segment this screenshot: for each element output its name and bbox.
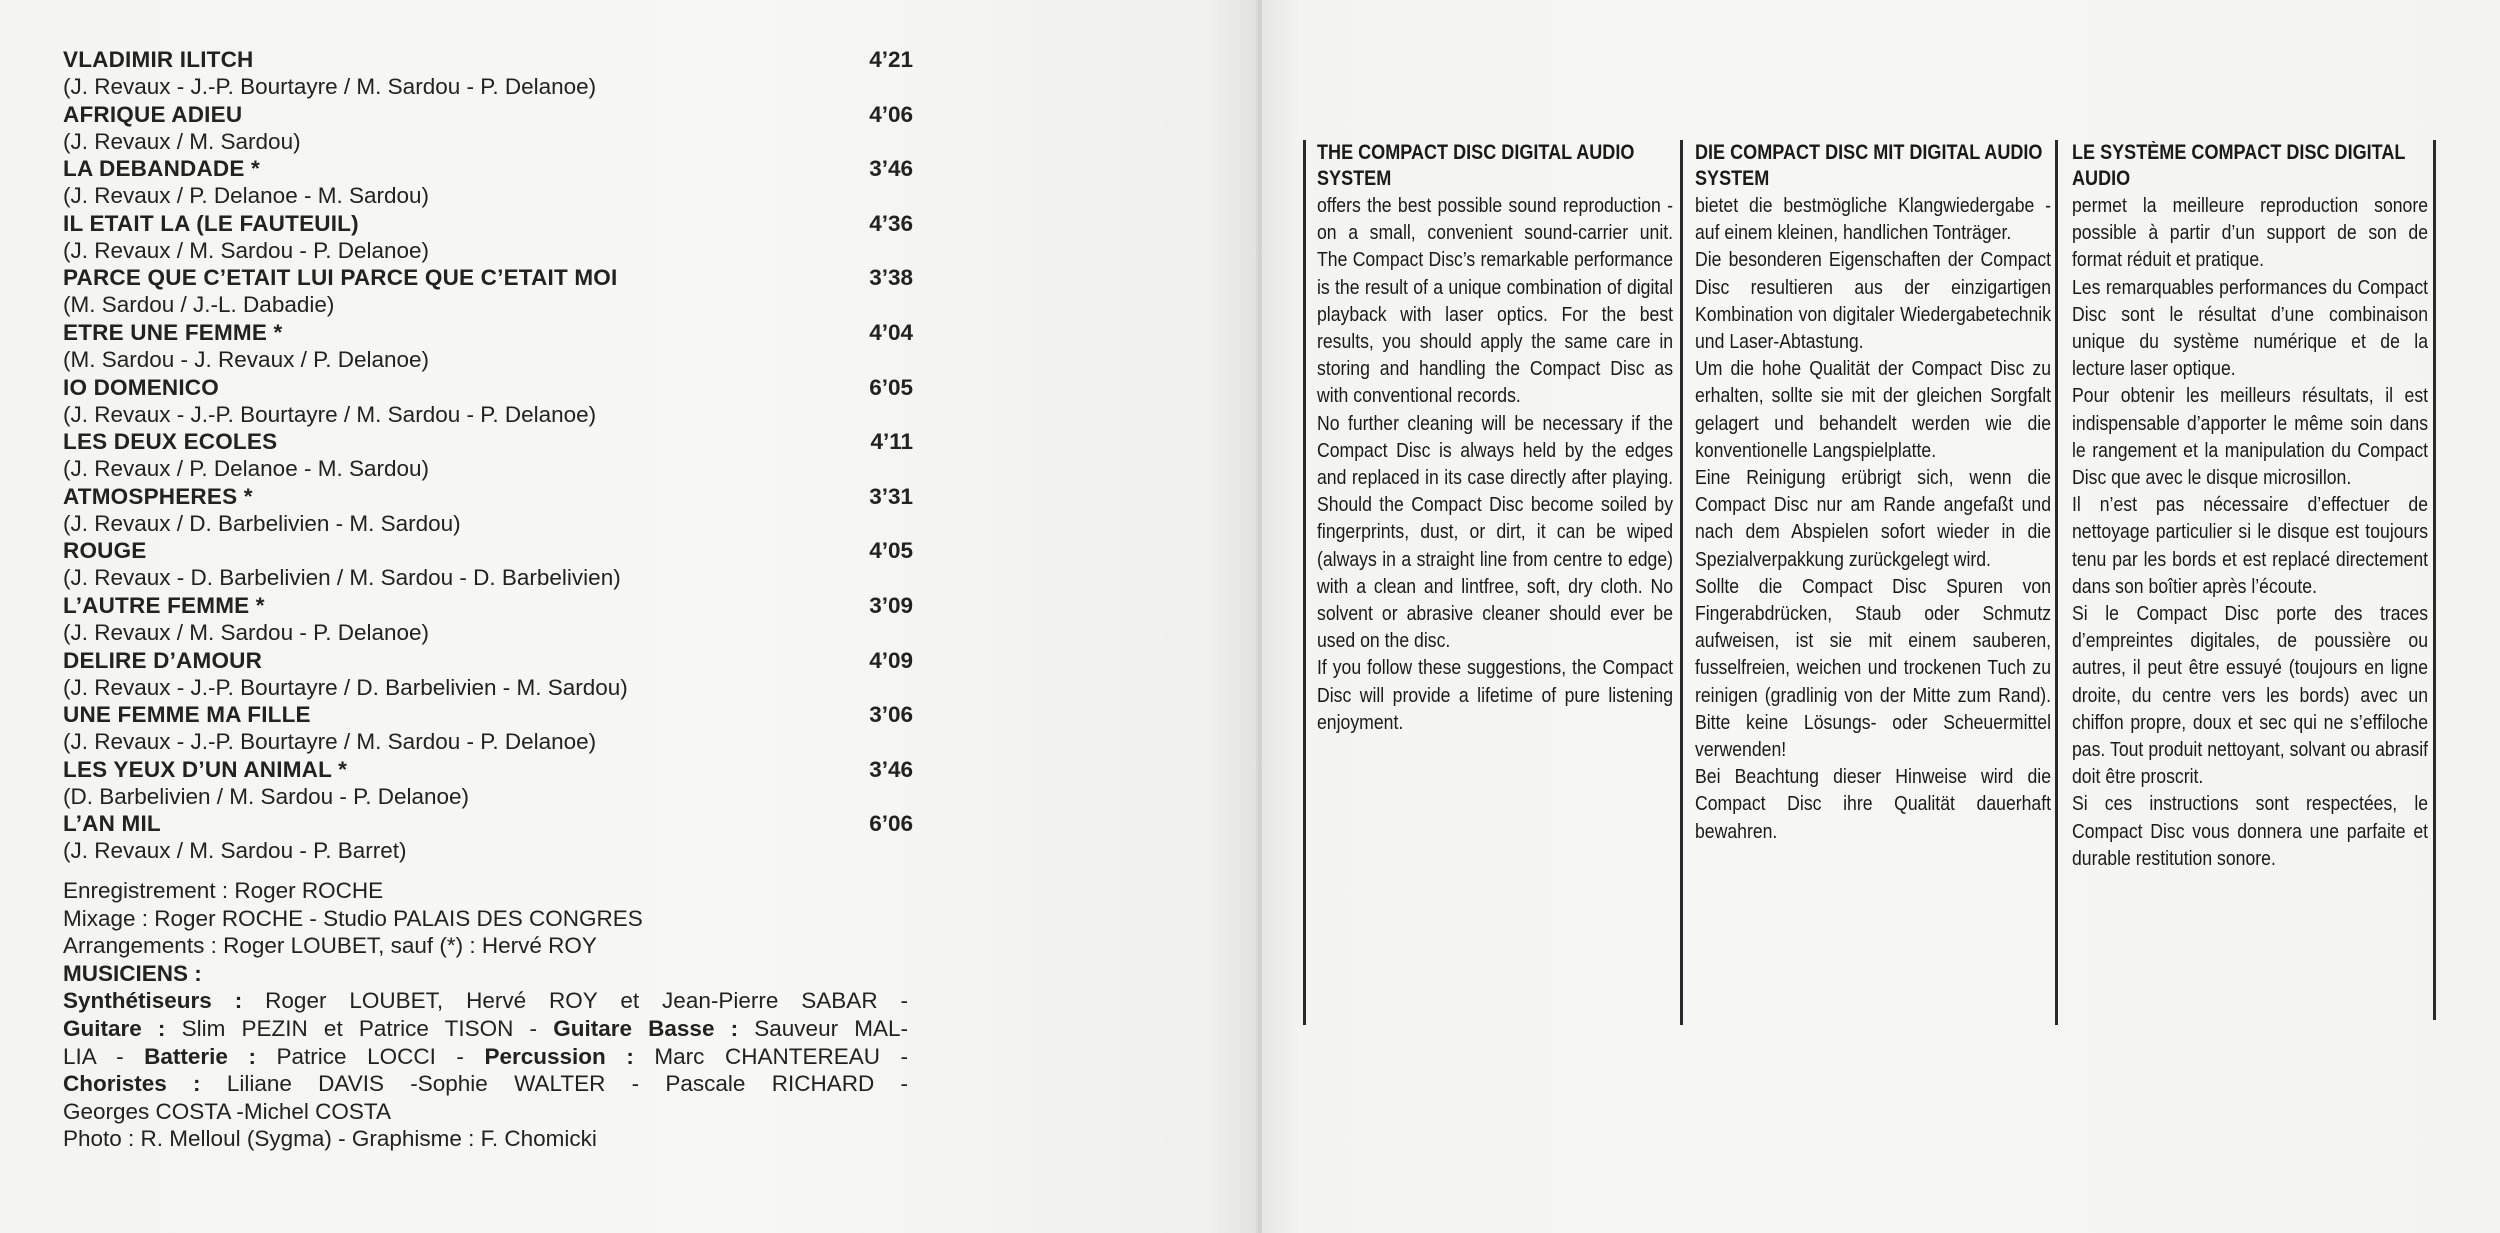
mixing-credit: Mixage : Roger ROCHE - Studio PALAIS DES CONGRES [63, 905, 643, 931]
cd-info-heading: DIE COMPACT DISC MIT DIGITAL AUDIO SYSTEM [1695, 141, 2043, 190]
synth-label: Synthétiseurs : [63, 988, 243, 1014]
album-credits [63, 877, 908, 1153]
track-row [63, 428, 913, 483]
track-duration: 3’31 [869, 483, 913, 509]
guitar-label: Guitare : [63, 1015, 166, 1041]
track-duration: 3’09 [869, 592, 913, 618]
track-title: L’AUTRE FEMME * [63, 592, 265, 618]
track-duration: 4’04 [869, 319, 913, 345]
column-rule [2433, 140, 2436, 1020]
cd-info-body [1317, 192, 1673, 736]
cd-info-french [2072, 140, 2428, 872]
column-rule [2055, 140, 2058, 1025]
track-title: IO DOMENICO [63, 374, 219, 400]
track-title: LES YEUX D’UN ANIMAL * [63, 756, 348, 782]
drums-label: Batterie : [144, 1043, 256, 1069]
percussion-names: Marc CHANTEREAU - [633, 1043, 909, 1069]
photo-credit: Photo : R. Melloul (Sygma) - Graphisme : F. Chomicki [63, 1126, 597, 1152]
track-duration: 4’05 [869, 538, 913, 564]
track-duration: 4’21 [869, 47, 913, 72]
cd-info-body [2072, 192, 2428, 872]
track-credits: (J. Revaux - J.-P. Bourtayre / D. Barbelivien - M. Sardou) [63, 674, 628, 700]
track-row [63, 647, 913, 702]
musicians-line-3 [63, 1043, 908, 1071]
track-credits: (M. Sardou - J. Revaux / P. Delanoe) [63, 346, 429, 372]
track-row [63, 46, 913, 101]
cd-info-paragraph: permet la meilleure reproduction sonore possible à partir d’un support de son de format réduit et pratique. [2072, 194, 2429, 272]
musicians-line-4 [63, 1070, 908, 1098]
arrangements-credit: Arrangements : Roger LOUBET, sauf (*) : Hervé ROY [63, 933, 597, 959]
track-credits: (J. Revaux / M. Sardou - P. Barret) [63, 838, 407, 864]
cd-info-paragraph: Les remarquables performances du Compact Disc sont le résultat d’une combinaison unique du système numérique et de la lecture laser optique. [2072, 275, 2429, 381]
track-credits: (J. Revaux / P. Delanoe - M. Sardou) [63, 183, 429, 209]
musicians-line-5: Georges COSTA -Michel COSTA [63, 1098, 391, 1124]
bass-names: Sauveur MAL- [738, 1015, 908, 1041]
track-credits: (J. Revaux - J.-P. Bourtayre / M. Sardou - P. Delanoe) [63, 401, 597, 427]
cd-info-body [1695, 192, 2051, 845]
track-duration: 4’09 [869, 647, 913, 673]
cd-info-heading: THE COMPACT DISC DIGITAL AUDIO SYSTEM [1317, 141, 1635, 190]
track-credits: (J. Revaux / P. Delanoe - M. Sardou) [63, 456, 429, 482]
track-row [63, 264, 913, 319]
cd-info-paragraph: offers the best possible sound reproduction - on a small, convenient sound-carrier unit. The Compact Disc’s remarkable performance is the result of a unique combination of digital playback with laser optics. For the best results, you should apply the same care in storing and handling the Compact Disc as with conventional records. [1317, 194, 1674, 408]
track-duration: 4’06 [869, 101, 913, 127]
bass-label: Guitare Basse : [553, 1015, 739, 1041]
cd-info-paragraph: Si ces instructions sont respectées, le Compact Disc vous donnera une parfaite et durable restitution sonore. [2072, 792, 2429, 870]
track-row [63, 319, 913, 374]
choir-label: Choristes : [63, 1071, 201, 1097]
track-duration: 4’11 [870, 429, 913, 455]
track-duration: 4’36 [869, 210, 913, 236]
track-title: ETRE UNE FEMME * [63, 319, 283, 345]
guitar-names: Slim PEZIN et Patrice TISON - [165, 1015, 554, 1041]
bass-names-cont: LIA - [63, 1043, 145, 1069]
track-row [63, 101, 913, 156]
recording-credit: Enregistrement : Roger ROCHE [63, 878, 384, 903]
track-credits: (J. Revaux / M. Sardou) [63, 128, 301, 154]
track-title: UNE FEMME MA FILLE [63, 702, 311, 728]
track-credits: (J. Revaux / M. Sardou - P. Delanoe) [63, 237, 429, 263]
track-duration: 3’38 [869, 265, 913, 291]
percussion-label: Percussion : [484, 1043, 634, 1069]
cd-info-paragraph: Um die hohe Qualität der Compact Disc zu erhalten, sollte sie mit der gleichen Sorgfalt gelagert und behandelt werden wie die konventionelle Langspielplatte. [1695, 357, 2052, 462]
track-duration: 3’06 [869, 702, 913, 728]
drums-names: Patrice LOCCI - [255, 1043, 485, 1069]
track-row [63, 374, 913, 429]
musicians-heading: MUSICIENS : [63, 960, 202, 986]
cd-info-paragraph: Eine Reinigung erübrigt sich, wenn die Compact Disc nur am Rande angefaßt und nach dem Abspielen sofort wieder in die Spezialverpakkung zurückgelegt wird. [1695, 466, 2052, 571]
track-credits: (J. Revaux - D. Barbelivien / M. Sardou - D. Barbelivien) [63, 565, 621, 591]
column-rule [1303, 140, 1306, 1025]
track-row [63, 701, 913, 756]
track-credits: (J. Revaux / D. Barbelivien - M. Sardou) [63, 510, 461, 536]
cd-info-german [1695, 140, 2051, 845]
track-title: ROUGE [63, 538, 147, 564]
cd-info-paragraph: Si le Compact Disc porte des traces d’empreintes digitales, de poussière ou autres, il peut être essuyé (toujours en ligne droite, du centre vers les bords) avec un chiffon propre, doux et sec qui ne s’effiloche pas. Tout produit nettoyant, solvant ou abrasif doit être proscrit. [2072, 602, 2429, 789]
synth-names: Roger LOUBET, Hervé ROY et Jean-Pierre SABAR - [242, 988, 908, 1014]
track-row [63, 756, 913, 811]
track-row [63, 810, 913, 865]
cd-info-english [1317, 140, 1673, 736]
track-row [63, 483, 913, 538]
track-credits: (D. Barbelivien / M. Sardou - P. Delanoe) [63, 783, 470, 809]
tracklist [63, 46, 913, 865]
musicians-line-1 [63, 987, 908, 1015]
track-title: AFRIQUE ADIEU [63, 101, 243, 127]
track-duration: 6’05 [869, 374, 913, 400]
cd-info-paragraph: Il n’est pas nécessaire d’effectuer de nettoyage particulier si le disque est toujours tenu par les bords et est replacé directement dans son boîtier après l’écoute. [2072, 493, 2429, 598]
track-title: ATMOSPHERES * [63, 483, 253, 509]
track-credits: (J. Revaux - J.-P. Bourtayre / M. Sardou - P. Delanoe) [63, 74, 597, 99]
cd-info-paragraph: Bei Beachtung dieser Hinweise wird die Compact Disc ihre Qualität dauerhaft bewahren. [1695, 765, 2052, 843]
cd-info-paragraph: bietet die bestmögliche Klangwiedergabe - auf einem kleinen, handlichen Tonträger. [1695, 194, 2052, 245]
track-duration: 3’46 [869, 756, 913, 782]
choir-names: Liliane DAVIS -Sophie WALTER - Pascale RICHARD - [200, 1071, 908, 1097]
track-title: PARCE QUE C’ETAIT LUI PARCE QUE C’ETAIT MOI [63, 265, 618, 291]
track-title: IL ETAIT LA (LE FAUTEUIL) [63, 210, 359, 236]
cd-info-heading: LE SYSTÈME COMPACT DISC DIGITAL AUDIO [2072, 141, 2406, 190]
track-title: L’AN MIL [63, 811, 161, 837]
track-credits: (M. Sardou / J.-L. Dabadie) [63, 292, 335, 318]
musicians-line-2 [63, 1015, 908, 1043]
track-row [63, 537, 913, 592]
cd-info-paragraph: If you follow these suggestions, the Compact Disc will provide a lifetime of pure listening enjoyment. [1317, 656, 1674, 734]
column-rule [1680, 140, 1683, 1025]
track-credits: (J. Revaux / M. Sardou - P. Delanoe) [63, 619, 429, 645]
track-duration: 6’06 [869, 811, 913, 837]
track-row [63, 210, 913, 265]
track-title: LA DEBANDADE * [63, 156, 260, 182]
cd-info-paragraph: Sollte die Compact Disc Spuren von Fingerabdrücken, Staub oder Schmutz aufweisen, ist sie mit einem sauberen, fusselfreien, weichen und trockenen Tuch zu reinigen (gradlinig von der Mitte zum Rand). Bitte keine Lösungs- oder Scheuermittel verwenden! [1695, 574, 2052, 762]
cd-info-paragraph: No further cleaning will be necessary if the Compact Disc is always held by the edges and replaced in its case directly after playing. Should the Compact Disc become soiled by fingerprints, dust, or dirt, it can be wiped (always in a straight line from centre to edge) with a clean and lintfree, soft, dry cloth. No solvent or abrasive cleaner should ever be used on the disc. [1317, 411, 1674, 653]
track-title: DELIRE D’AMOUR [63, 647, 263, 673]
track-row [63, 155, 913, 210]
track-duration: 3’46 [869, 156, 913, 182]
track-row [63, 592, 913, 647]
track-title: VLADIMIR ILITCH [63, 47, 254, 72]
track-credits: (J. Revaux - J.-P. Bourtayre / M. Sardou - P. Delanoe) [63, 729, 597, 755]
track-title: LES DEUX ECOLES [63, 429, 278, 455]
cd-info-paragraph: Pour obtenir les meilleurs résultats, il est indispensable d’apporter le même soin dans le rangement et la manipulation du Compact Disc que avec le disque microsillon. [2072, 384, 2429, 490]
cd-info-paragraph: Die besonderen Eigenschaften der Compact Disc resultieren aus der einzigartigen Kombination von digitaler Wiedergabetechnik und Laser-Abtastung. [1695, 248, 2052, 354]
